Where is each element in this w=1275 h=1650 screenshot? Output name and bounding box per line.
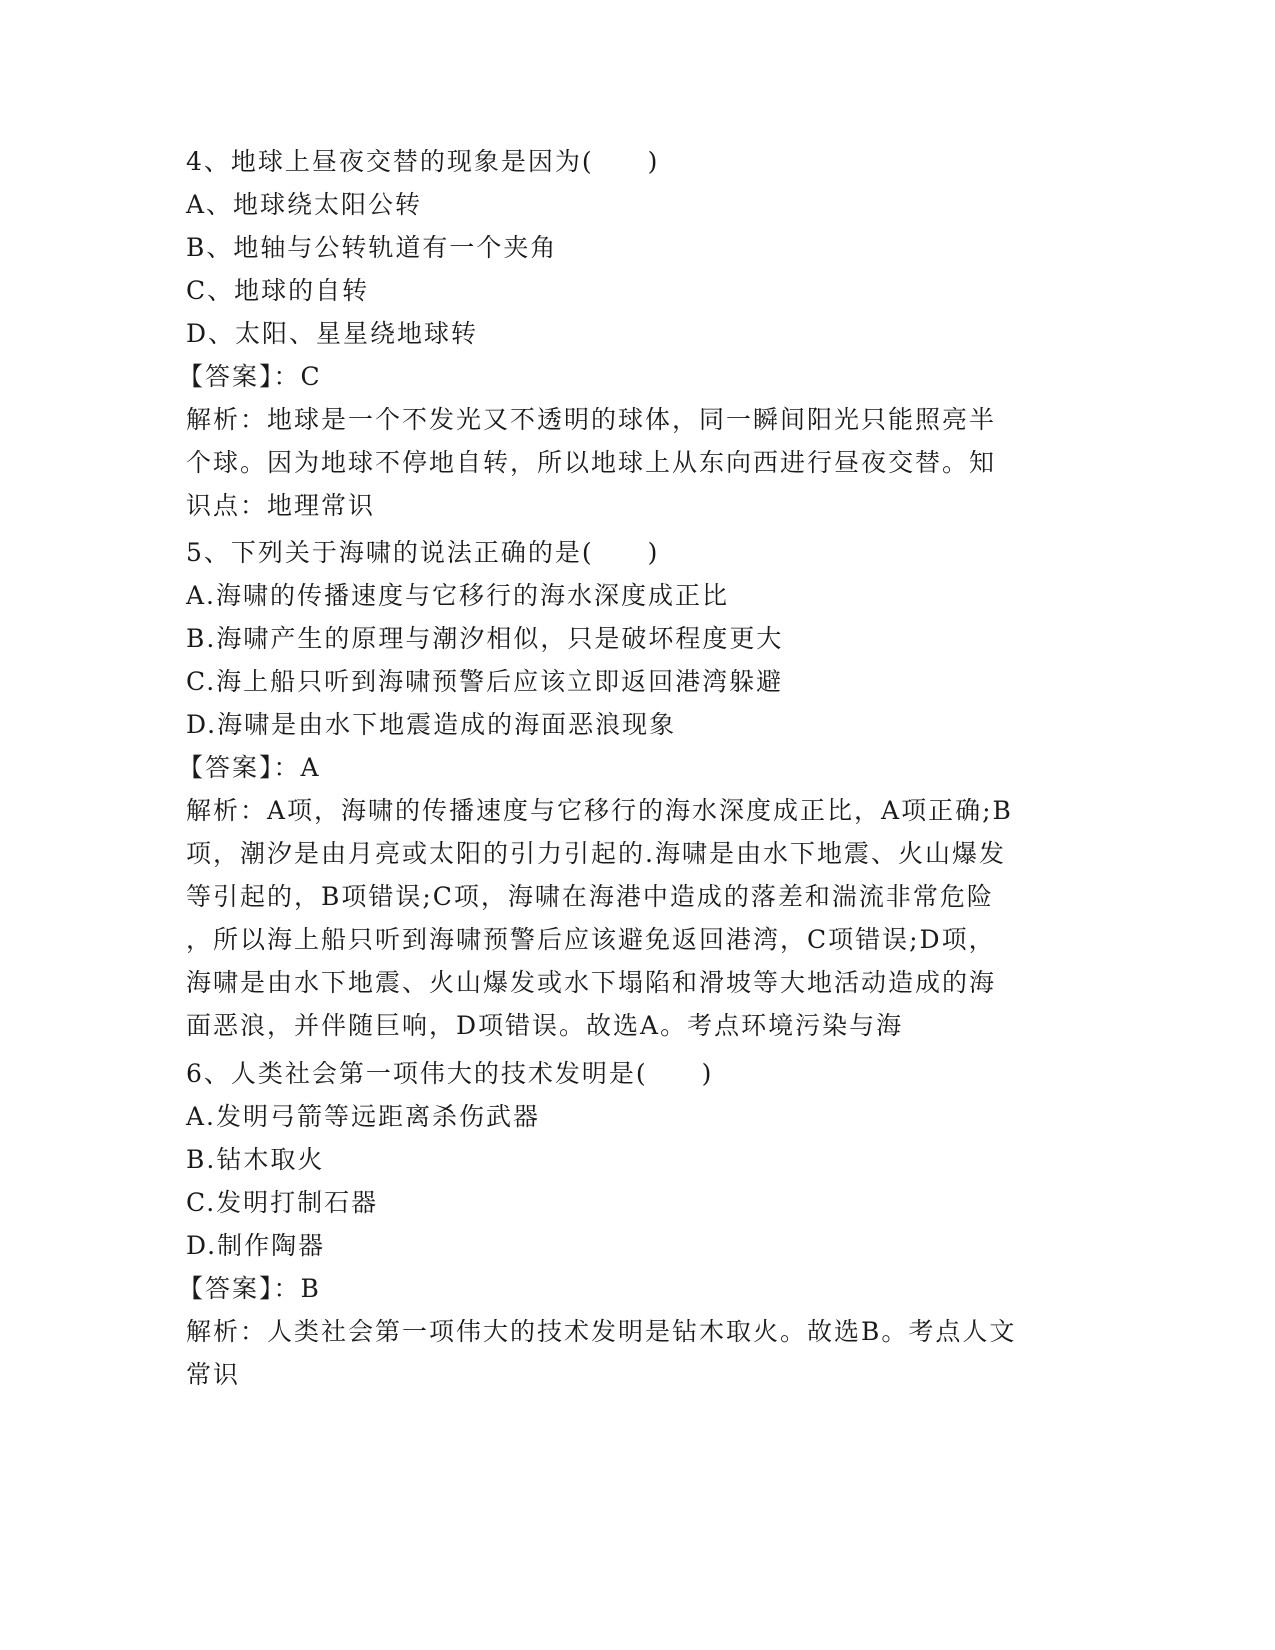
analysis-line: 解析：A项，海啸的传播速度与它移行的海水深度成正比，A项正确;B — [186, 796, 1013, 825]
answer-value: A — [300, 753, 321, 782]
option-d: D.海啸是由水下地震造成的海面恶浪现象 — [186, 710, 677, 739]
analysis-line: 等引起的，B项错误;C项，海啸在海港中造成的落差和湍流非常危险 — [186, 882, 994, 911]
analysis-line: 常识 — [186, 1360, 241, 1389]
option-b: B.钻木取火 — [186, 1145, 325, 1174]
analysis-line: 海啸是由水下地震、火山爆发或水下塌陷和滑坡等大地活动造成的海 — [186, 968, 997, 997]
answer-label: 【答案】： — [178, 362, 301, 391]
question-stem: 4、地球上昼夜交替的现象是因为( ) — [186, 147, 660, 176]
question-5 — [178, 531, 1086, 1047]
option-a: A.海啸的传播速度与它移行的海水深度成正比 — [186, 581, 730, 610]
question-stem: 6、人类社会第一项伟大的技术发明是( ) — [186, 1059, 714, 1088]
question-4 — [178, 140, 1086, 527]
option-a: A、地球绕太阳公转 — [186, 190, 423, 219]
option-b: B.海啸产生的原理与潮汐相似，只是破坏程度更大 — [186, 624, 784, 653]
answer-line — [178, 1267, 1086, 1310]
answer-label: 【答案】： — [178, 753, 301, 782]
answer-value: C — [300, 362, 322, 391]
answer-line — [178, 355, 1086, 398]
analysis-line: ，所以海上船只听到海啸预警后应该避免返回港湾，C项错误;D项， — [186, 925, 996, 954]
option-c: C.海上船只听到海啸预警后应该立即返回港湾躲避 — [186, 667, 784, 696]
answer-label: 【答案】： — [178, 1274, 301, 1303]
option-d: D.制作陶器 — [186, 1231, 326, 1260]
option-d: D、太阳、星星绕地球转 — [186, 319, 479, 348]
answer-line — [178, 746, 1086, 789]
analysis-line: 解析：人类社会第一项伟大的技术发明是钻木取火。故选B。考点人文 — [186, 1317, 1017, 1346]
analysis-line: 项，潮汐是由月亮或太阳的引力引起的.海啸是由水下地震、火山爆发 — [186, 839, 1006, 868]
analysis-line: 个球。因为地球不停地自转，所以地球上从东向西进行昼夜交替。知 — [186, 448, 997, 477]
option-c: C、地球的自转 — [186, 276, 370, 305]
option-c: C.发明打制石器 — [186, 1188, 379, 1217]
question-stem: 5、下列关于海啸的说法正确的是( ) — [186, 538, 660, 567]
option-b: B、地轴与公转轨道有一个夹角 — [186, 233, 558, 262]
analysis-line: 解析：地球是一个不发光又不透明的球体，同一瞬间阳光只能照亮半 — [186, 405, 997, 434]
answer-value: B — [300, 1274, 321, 1303]
analysis-line: 识点：地理常识 — [186, 491, 376, 520]
question-6 — [178, 1052, 1086, 1396]
analysis-line: 面恶浪，并伴随巨响，D项错误。故选A。考点环境污染与海 — [186, 1011, 904, 1040]
option-a: A.发明弓箭等远距离杀伤武器 — [186, 1102, 541, 1131]
